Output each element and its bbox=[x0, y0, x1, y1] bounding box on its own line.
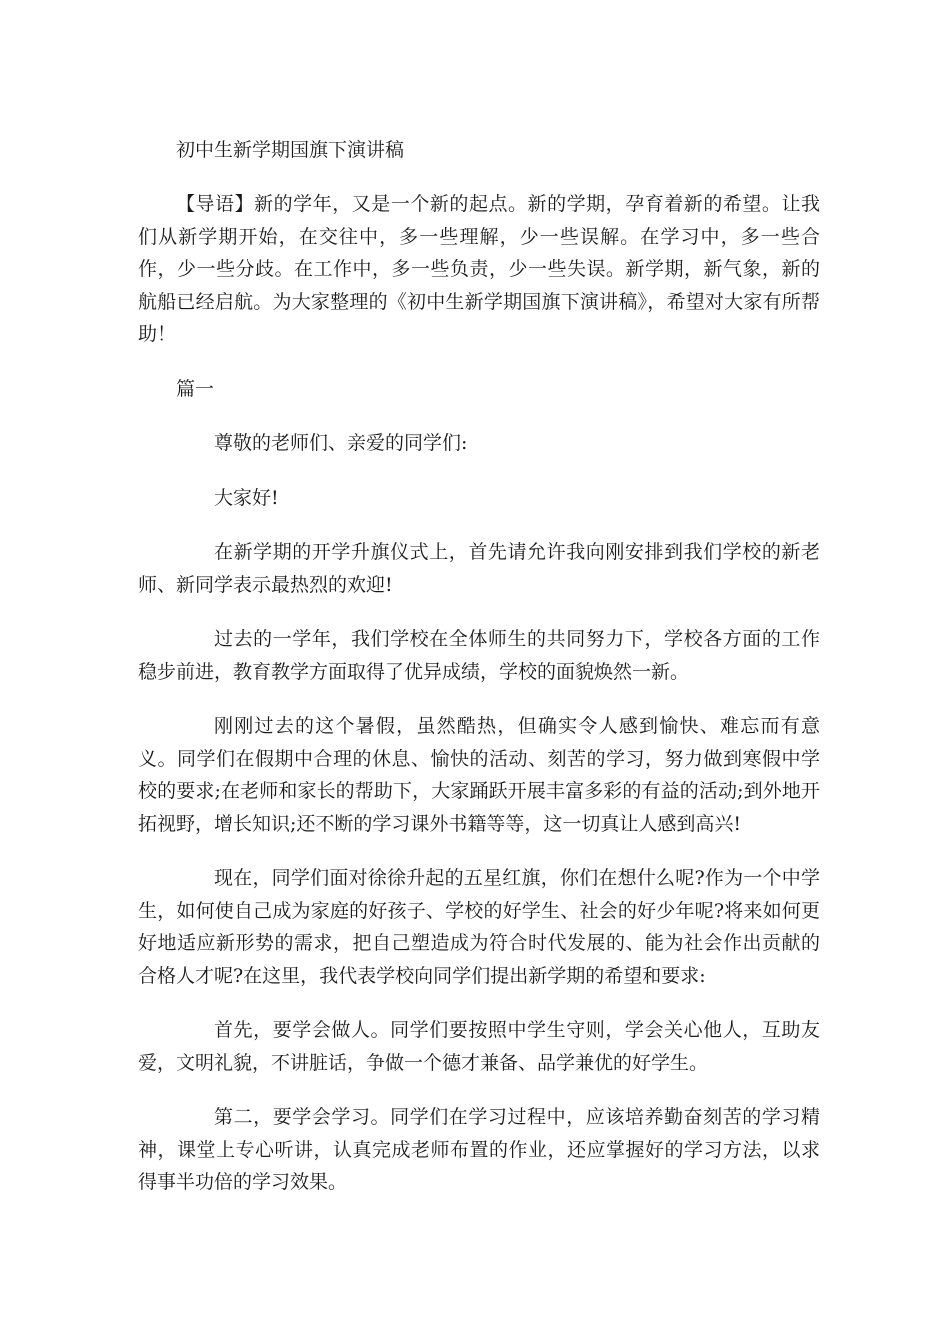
document-title: 初中生新学期国旗下演讲稿 bbox=[176, 139, 405, 161]
document-body bbox=[138, 134, 820, 1221]
intro-paragraph: 【导语】新的学年，又是一个新的起点。新的学期，孕育着新的希望。让我们从新学期开始，在交往中，多一些理解，少一些误解。在学习中，多一些合作，少一些分歧。在工作中，多一些负责，少一些失误。新学期，新气象，新的航船已经启航。为大家整理的《初中生新学期国旗下演讲稿》，希望对大家有所帮助！ bbox=[138, 193, 820, 345]
greeting: 大家好! bbox=[214, 486, 279, 509]
body-paragraph: 在新学期的开学升旗仪式上，首先请允许我向刚安排到我们学校的新老师、新同学表示最热烈的欢迎! bbox=[138, 541, 820, 596]
salutation: 尊敬的老师们、亲爱的同学们: bbox=[214, 432, 468, 454]
body-paragraph: 刚刚过去的这个暑假，虽然酷热，但确实令人感到愉快、难忘而有意义。同学们在假期中合理的休息、愉快的活动、刻苦的学习，努力做到寒假中学校的要求;在老师和家长的帮助下，大家踊跃开展丰富多彩的有益的活动;到外地开拓视野，增长知识;还不断的学习课外书籍等等，这一切真让人感到高兴! bbox=[138, 715, 820, 835]
body-paragraph: 现在，同学们面对徐徐升起的五星红旗，你们在想什么呢?作为一个中学生，如何使自己成为家庭的好孩子、学校的好学生、社会的好少年呢?将来如何更好地适应新形势的需求，把自己塑造成为符合时代发展的、能为社会作出贡献的合格人才呢?在这里，我代表学校向同学们提出新学期的希望和要求: bbox=[138, 867, 820, 987]
body-paragraph: 第二，要学会学习。同学们在学习过程中，应该培养勤奋刻苦的学习精神，课堂上专心听讲，认真完成老师布置的作业，还应掌握好的学习方法，以求得事半功倍的学习效果。 bbox=[138, 1106, 820, 1193]
body-paragraph: 首先，要学会做人。同学们要按照中学生守则，学会关心他人，互助友爱，文明礼貌，不讲脏话，争做一个德才兼备、品学兼优的好学生。 bbox=[138, 1019, 820, 1074]
section-heading: 篇一 bbox=[176, 377, 215, 400]
body-paragraph: 过去的一学年，我们学校在全体师生的共同努力下，学校各方面的工作稳步前进，教育教学方面取得了优异成绩，学校的面貌焕然一新。 bbox=[138, 628, 820, 683]
